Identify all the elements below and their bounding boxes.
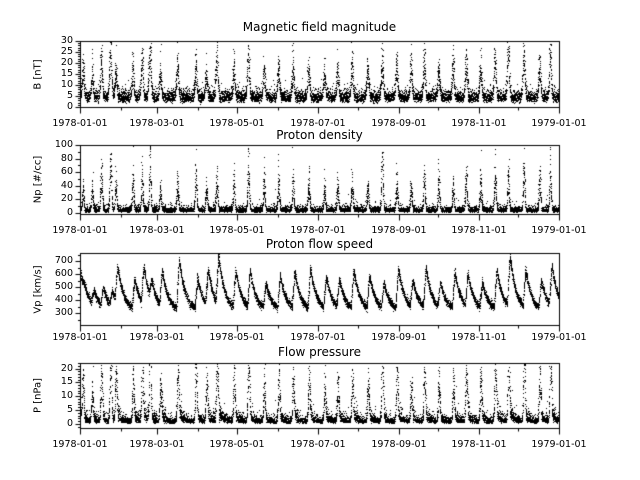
x-tick-label: 1978-05-01 (209, 118, 265, 129)
x-tick-label: 1978-03-01 (129, 225, 185, 236)
y-tick-label: 15 (60, 376, 73, 387)
y-tick-label: 10 (60, 79, 73, 90)
y-tick-label: 0 (66, 101, 73, 112)
y-tick-label: 20 (60, 57, 73, 68)
x-tick-label: 1978-09-01 (371, 332, 427, 343)
x-tick-label: 1978-11-01 (451, 225, 507, 236)
panel-title-proton-density: Proton density (276, 128, 363, 142)
x-tick-label: 1978-01-01 (52, 439, 108, 450)
y-tick-label: 80 (60, 153, 73, 164)
x-tick-label: 1978-01-01 (52, 332, 108, 343)
x-tick-label: 1978-07-01 (290, 439, 346, 450)
panel-title-magnetic-field: Magnetic field magnitude (242, 20, 397, 34)
x-tick-label: 1978-11-01 (451, 118, 507, 129)
x-tick-label: 1978-03-01 (129, 332, 185, 343)
y-axis-label-p-npa: P [nPa] (32, 377, 44, 414)
y-tick-label: 700 (54, 255, 73, 266)
y-tick-label: 5 (66, 404, 73, 415)
x-tick-label: 1978-05-01 (209, 439, 265, 450)
x-tick-label: 1979-01-01 (531, 332, 587, 343)
y-tick-label: 300 (54, 307, 73, 318)
x-tick-label: 1978-05-01 (209, 332, 265, 343)
x-tick-label: 1978-03-01 (129, 118, 185, 129)
y-tick-label: 30 (60, 35, 73, 46)
y-tick-label: 20 (60, 363, 73, 374)
y-tick-label: 0 (66, 207, 73, 218)
y-tick-label: 15 (60, 68, 73, 79)
y-axis-label-b-nt: B [nT] (32, 58, 44, 90)
x-tick-label: 1978-09-01 (371, 439, 427, 450)
y-tick-label: 400 (54, 294, 73, 305)
y-tick-label: 600 (54, 268, 73, 279)
y-tick-label: 100 (54, 139, 73, 150)
x-tick-label: 1978-09-01 (371, 225, 427, 236)
y-tick-label: 10 (60, 390, 73, 401)
x-tick-label: 1978-09-01 (371, 118, 427, 129)
x-tick-label: 1978-07-01 (290, 332, 346, 343)
x-tick-label: 1979-01-01 (531, 118, 587, 129)
y-tick-label: 0 (66, 418, 73, 429)
y-axis-label-vp: Vp [km/s] (32, 264, 44, 314)
x-tick-label: 1978-03-01 (129, 439, 185, 450)
y-tick-label: 25 (60, 46, 73, 57)
x-tick-label: 1979-01-01 (531, 439, 587, 450)
y-tick-label: 500 (54, 281, 73, 292)
x-tick-label: 1978-07-01 (290, 118, 346, 129)
y-axis-label-np: Np [#/cc] (32, 155, 44, 204)
x-tick-label: 1978-11-01 (451, 439, 507, 450)
x-tick-label: 1978-05-01 (209, 225, 265, 236)
y-tick-label: 40 (60, 180, 73, 191)
x-tick-label: 1978-07-01 (290, 225, 346, 236)
y-tick-label: 5 (66, 90, 73, 101)
x-tick-label: 1978-01-01 (52, 118, 108, 129)
x-tick-label: 1979-01-01 (531, 225, 587, 236)
y-tick-label: 60 (60, 166, 73, 177)
panel-title-flow-speed: Proton flow speed (265, 237, 374, 251)
x-tick-label: 1978-01-01 (52, 225, 108, 236)
x-tick-label: 1978-11-01 (451, 332, 507, 343)
y-tick-label: 20 (60, 193, 73, 204)
panel-title-flow-pressure: Flow pressure (277, 345, 362, 359)
